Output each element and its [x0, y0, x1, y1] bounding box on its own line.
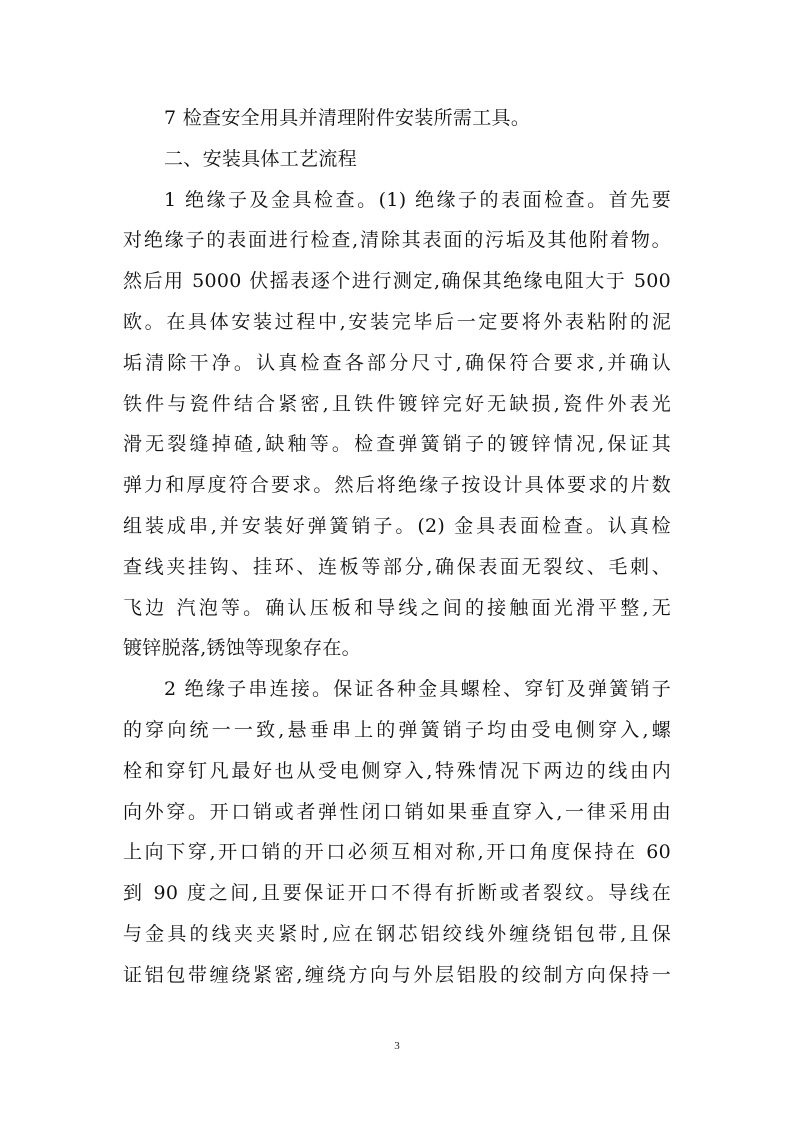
paragraph-line-item-7: 7 检查安全用具并清理附件安装所需工具。: [164, 107, 531, 129]
paragraph-line: 滑无裂缝掉碴,缺釉等。检查弹簧销子的镀锌情况,保证其: [123, 433, 671, 456]
paragraph-line: 栓和穿钉凡最好也从受电侧穿入,特殊情况下两边的线由内: [123, 759, 671, 782]
paragraph-line: 飞边 汽泡等。确认压板和导线之间的接触面光滑平整,无: [123, 596, 671, 619]
section-heading: 二、安装具体工艺流程: [164, 147, 358, 170]
page-number: 3: [394, 1040, 400, 1052]
paragraph-line: 2 绝缘子串连接。保证各种金具螺栓、穿钉及弹簧销子: [164, 678, 671, 701]
paragraph-line: 组装成串,并安装好弹簧销子。(2) 金具表面检查。认真检: [123, 514, 671, 537]
paragraph-line: 然后用 5000 伏摇表逐个进行测定,确保其绝缘电阻大于 500: [123, 270, 671, 293]
paragraph-line: 弹力和厚度符合要求。然后将绝缘子按设计具体要求的片数: [123, 474, 671, 497]
paragraph-line: 对绝缘子的表面进行检查,清除其表面的污垢及其他附着物。: [123, 229, 671, 252]
paragraph-line: 到 90 度之间,且要保证开口不得有折断或者裂纹。导线在: [123, 882, 671, 905]
paragraph-line: 铁件与瓷件结合紧密,且铁件镀锌完好无缺损,瓷件外表光: [123, 392, 671, 415]
paragraph-line: 与金具的线夹夹紧时,应在钢芯铝绞线外缠绕铝包带,且保: [123, 922, 671, 945]
paragraph-line: 向外穿。开口销或者弹性闭口销如果垂直穿入,一律采用由: [123, 800, 671, 823]
body-text: [123, 98, 671, 996]
paragraph-line: 上向下穿,开口销的开口必须互相对称,开口角度保持在 60: [123, 841, 671, 864]
paragraph-line: 1 绝缘子及金具检查。(1) 绝缘子的表面检查。首先要: [164, 188, 671, 211]
paragraph-line: 证铝包带缠绕紧密,缠绕方向与外层铝股的绞制方向保持一: [123, 963, 671, 986]
paragraph-line: 查线夹挂钩、挂环、连板等部分,确保表面无裂纹、毛刺、: [123, 555, 671, 578]
paragraph-line: 的穿向统一一致,悬垂串上的弹簧销子均由受电侧穿入,螺: [123, 718, 671, 741]
paragraph-line: 垢清除干净。认真检查各部分尺寸,确保符合要求,并确认: [123, 351, 671, 374]
paragraph-line-end: 镀锌脱落,锈蚀等现象存在。: [123, 637, 361, 660]
paragraph-line: 欧。在具体安装过程中,安装完毕后一定要将外表粘附的泥: [123, 310, 671, 333]
